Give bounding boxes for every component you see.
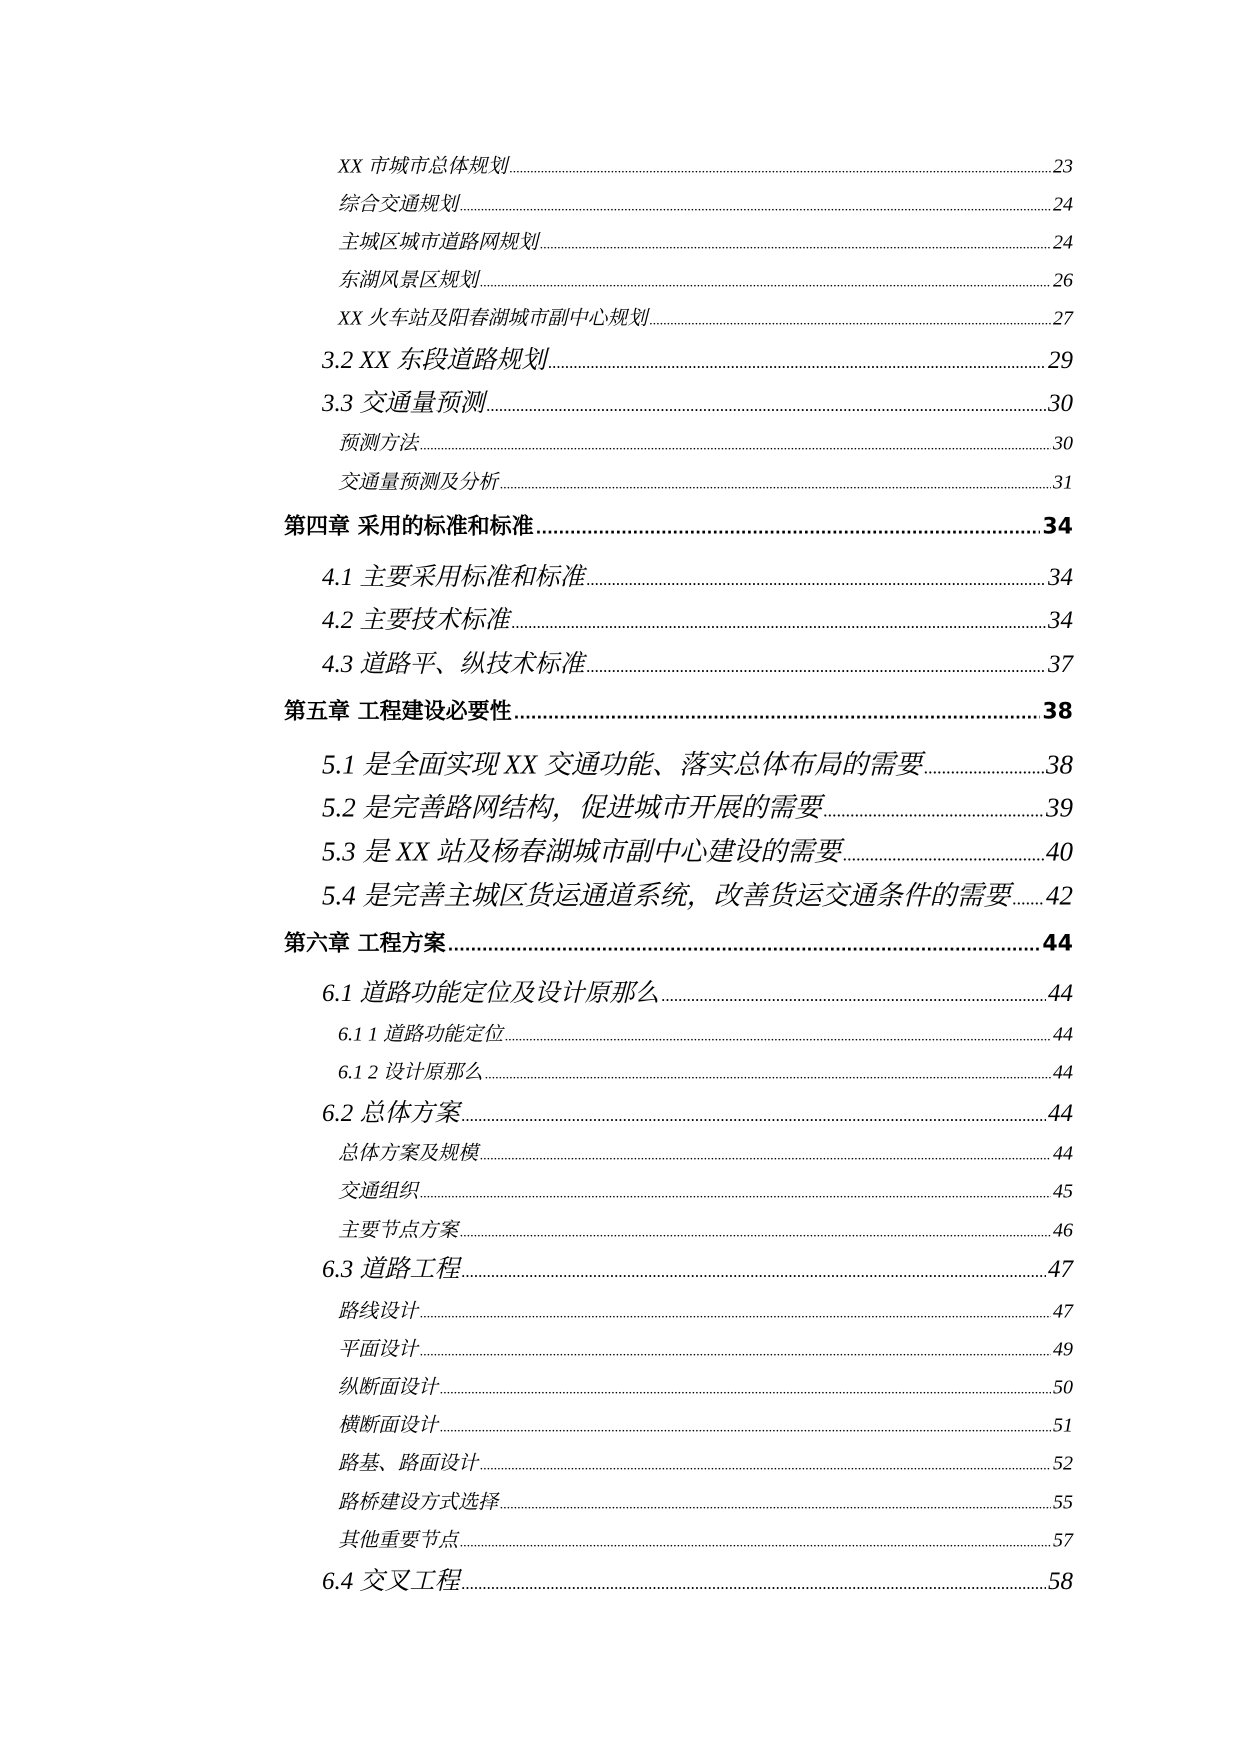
toc-entry-page: 38 xyxy=(1046,749,1073,780)
toc-entry-page: 39 xyxy=(1046,792,1073,823)
toc-entry[interactable] xyxy=(338,1409,1073,1438)
toc-entry-title: 5.4 是完善主城区货运通道系统，改善货运交通条件的需要 xyxy=(322,880,1011,911)
toc-chapter-entry[interactable] xyxy=(284,510,1073,541)
toc-entry-page: 52 xyxy=(1053,1452,1073,1475)
toc-entry-title: 第六章 工程方案 xyxy=(284,931,446,957)
toc-entry-page: 58 xyxy=(1048,1568,1073,1595)
toc-entry[interactable] xyxy=(322,1561,1073,1597)
toc-entry[interactable] xyxy=(322,383,1073,419)
dot-leader xyxy=(462,1106,1046,1126)
toc-entry-page: 24 xyxy=(1053,231,1073,254)
toc-entry-page: 26 xyxy=(1053,269,1073,292)
toc-entry-page: 38 xyxy=(1042,699,1073,725)
toc-entry-title: 3.2 XX 东段道路规划 xyxy=(322,347,547,374)
toc-entry-page: 42 xyxy=(1046,880,1073,911)
toc-entry-title: 6.1 2 设计原那么 xyxy=(338,1061,483,1084)
toc-entry-title: 5.3 是 XX 站及杨春湖城市副中心建设的需要 xyxy=(322,836,841,867)
dot-leader xyxy=(420,439,1051,455)
dot-leader xyxy=(662,986,1046,1006)
dot-leader xyxy=(649,314,1051,330)
toc-entry-page: 49 xyxy=(1053,1338,1073,1361)
toc-entry-page: 24 xyxy=(1053,193,1073,216)
dot-leader xyxy=(500,1498,1051,1514)
toc-entry-page: 45 xyxy=(1053,1180,1073,1203)
toc-entry-title: 其他重要节点 xyxy=(338,1529,458,1552)
dot-leader xyxy=(1013,889,1045,910)
toc-entry-page: 27 xyxy=(1053,307,1073,330)
dot-leader xyxy=(587,657,1046,677)
dot-leader xyxy=(462,1262,1046,1282)
toc-chapter-entry[interactable] xyxy=(284,695,1073,726)
dot-leader xyxy=(824,801,1045,822)
toc-entry[interactable] xyxy=(322,644,1073,680)
dot-leader xyxy=(420,1187,1051,1203)
toc-entry-page: 34 xyxy=(1048,564,1073,591)
toc-entry-page: 46 xyxy=(1053,1219,1073,1242)
toc-entry[interactable] xyxy=(338,302,1073,331)
toc-entry-page: 34 xyxy=(1042,514,1073,540)
toc-entry-page: 31 xyxy=(1053,471,1073,494)
toc-entry-page: 51 xyxy=(1053,1414,1073,1437)
toc-entry[interactable] xyxy=(338,1524,1073,1553)
dot-leader xyxy=(843,845,1044,866)
toc-entry-page: 44 xyxy=(1053,1023,1073,1046)
toc-entry-page: 29 xyxy=(1048,347,1073,374)
toc-entry[interactable] xyxy=(338,427,1073,456)
toc-entry-title: 6.1 1 道路功能定位 xyxy=(338,1023,503,1046)
dot-leader xyxy=(514,705,1041,723)
toc-entry[interactable] xyxy=(338,1018,1073,1047)
toc-entry[interactable] xyxy=(338,1137,1073,1166)
toc-entry-title: 交通组织 xyxy=(338,1180,418,1203)
dot-leader xyxy=(548,353,1046,373)
toc-entry-page: 44 xyxy=(1048,1100,1073,1127)
dot-leader xyxy=(462,1574,1046,1594)
toc-entry-title: 预测方法 xyxy=(338,432,418,455)
toc-entry[interactable] xyxy=(338,1295,1073,1324)
toc-entry-title: 5.2 是完善路网结构，促进城市开展的需要 xyxy=(322,792,822,823)
dot-leader xyxy=(480,276,1051,292)
toc-entry-title: 纵断面设计 xyxy=(338,1376,438,1399)
toc-entry[interactable] xyxy=(322,786,1073,825)
toc-entry[interactable] xyxy=(338,1333,1073,1362)
toc-entry-title: 横断面设计 xyxy=(338,1414,438,1437)
toc-entry-title: 5.1 是全面实现 XX 交通功能、落实总体布局的需要 xyxy=(322,749,922,780)
toc-entry-title: 总体方案及规模 xyxy=(338,1142,478,1165)
toc-entry[interactable] xyxy=(322,340,1073,376)
dot-leader xyxy=(460,200,1051,216)
toc-entry-page: 55 xyxy=(1053,1491,1073,1514)
toc-entry[interactable] xyxy=(338,264,1073,293)
dot-leader xyxy=(460,1226,1051,1242)
toc-entry[interactable] xyxy=(322,874,1073,913)
toc-entry[interactable] xyxy=(338,1371,1073,1400)
toc-entry-page: 30 xyxy=(1053,432,1073,455)
toc-entry-page: 47 xyxy=(1048,1256,1073,1283)
toc-entry-title: 路线设计 xyxy=(338,1300,418,1323)
dot-leader xyxy=(480,1459,1051,1475)
toc-entry-page: 37 xyxy=(1048,651,1073,678)
toc-entry[interactable] xyxy=(338,466,1073,495)
toc-entry-title: 6.4 交叉工程 xyxy=(322,1568,460,1595)
toc-entry[interactable] xyxy=(322,1093,1073,1129)
toc-entry-title: XX 火车站及阳春湖城市副中心规划 xyxy=(338,307,648,330)
dot-leader xyxy=(512,613,1046,633)
toc-entry-page: 40 xyxy=(1046,836,1073,867)
toc-entry-title: 综合交通规划 xyxy=(338,193,458,216)
toc-entry-title: 4.2 主要技术标准 xyxy=(322,607,510,634)
toc-entry-title: 东湖风景区规划 xyxy=(338,269,478,292)
dot-leader xyxy=(420,1345,1051,1361)
dot-leader xyxy=(440,1383,1051,1399)
toc-entry-title: 3.3 交通量预测 xyxy=(322,390,485,417)
toc-entry-page: 44 xyxy=(1042,931,1073,957)
dot-leader xyxy=(460,1536,1051,1552)
toc-entry-title: 第五章 工程建设必要性 xyxy=(284,699,512,725)
toc-entry[interactable] xyxy=(338,1175,1073,1204)
toc-entry-page: 23 xyxy=(1053,155,1073,178)
toc-entry[interactable] xyxy=(322,830,1073,869)
dot-leader xyxy=(505,1030,1051,1046)
toc-entry-title: 4.1 主要采用标准和标准 xyxy=(322,564,585,591)
toc-entry-title: 4.3 道路平、纵技术标准 xyxy=(322,651,585,678)
toc-entry[interactable] xyxy=(322,743,1073,782)
toc-entry[interactable] xyxy=(322,557,1073,593)
toc-entry-title: 路桥建设方式选择 xyxy=(338,1491,498,1514)
dot-leader xyxy=(440,1421,1051,1437)
toc-entry[interactable] xyxy=(322,973,1073,1009)
dot-leader xyxy=(509,162,1051,178)
dot-leader xyxy=(487,396,1046,416)
toc-entry-page: 44 xyxy=(1053,1142,1073,1165)
toc-entry-title: XX 市城市总体规划 xyxy=(338,155,508,178)
toc-entry-page: 30 xyxy=(1048,390,1073,417)
toc-entry[interactable] xyxy=(338,150,1073,179)
dot-leader xyxy=(500,478,1051,494)
dot-leader xyxy=(587,570,1046,590)
dot-leader xyxy=(480,1149,1051,1165)
toc-entry[interactable] xyxy=(338,226,1073,255)
toc-entry[interactable] xyxy=(338,1447,1073,1476)
toc-entry-title: 6.3 道路工程 xyxy=(322,1256,460,1283)
toc-entry[interactable] xyxy=(338,1486,1073,1515)
toc-entry-title: 平面设计 xyxy=(338,1338,418,1361)
dot-leader xyxy=(485,1068,1051,1084)
toc-entry-page: 57 xyxy=(1053,1529,1073,1552)
toc-entry-title: 交通量预测及分析 xyxy=(338,471,498,494)
toc-entry-title: 主要节点方案 xyxy=(338,1219,458,1242)
dot-leader xyxy=(420,1307,1051,1323)
toc-entry-title: 路基、路面设计 xyxy=(338,1452,478,1475)
toc-entry[interactable] xyxy=(322,1249,1073,1285)
toc-entry-page: 34 xyxy=(1048,607,1073,634)
dot-leader xyxy=(924,758,1044,779)
toc-entry-title: 6.1 道路功能定位及设计原那么 xyxy=(322,980,660,1007)
toc-entry-title: 6.2 总体方案 xyxy=(322,1100,460,1127)
dot-leader xyxy=(540,238,1051,254)
toc-entry-title: 主城区城市道路网规划 xyxy=(338,231,538,254)
toc-entry-page: 44 xyxy=(1048,980,1073,1007)
toc-entry-title: 第四章 采用的标准和标准 xyxy=(284,514,534,540)
toc-entry[interactable] xyxy=(322,600,1073,636)
toc-entry[interactable] xyxy=(338,1056,1073,1085)
toc-entry-page: 47 xyxy=(1053,1300,1073,1323)
dot-leader xyxy=(448,937,1041,955)
dot-leader xyxy=(536,520,1041,538)
toc-entry-page: 44 xyxy=(1053,1061,1073,1084)
toc-entry[interactable] xyxy=(338,1214,1073,1243)
toc-entry-page: 50 xyxy=(1053,1376,1073,1399)
toc-chapter-entry[interactable] xyxy=(284,927,1073,958)
toc-entry[interactable] xyxy=(338,188,1073,217)
